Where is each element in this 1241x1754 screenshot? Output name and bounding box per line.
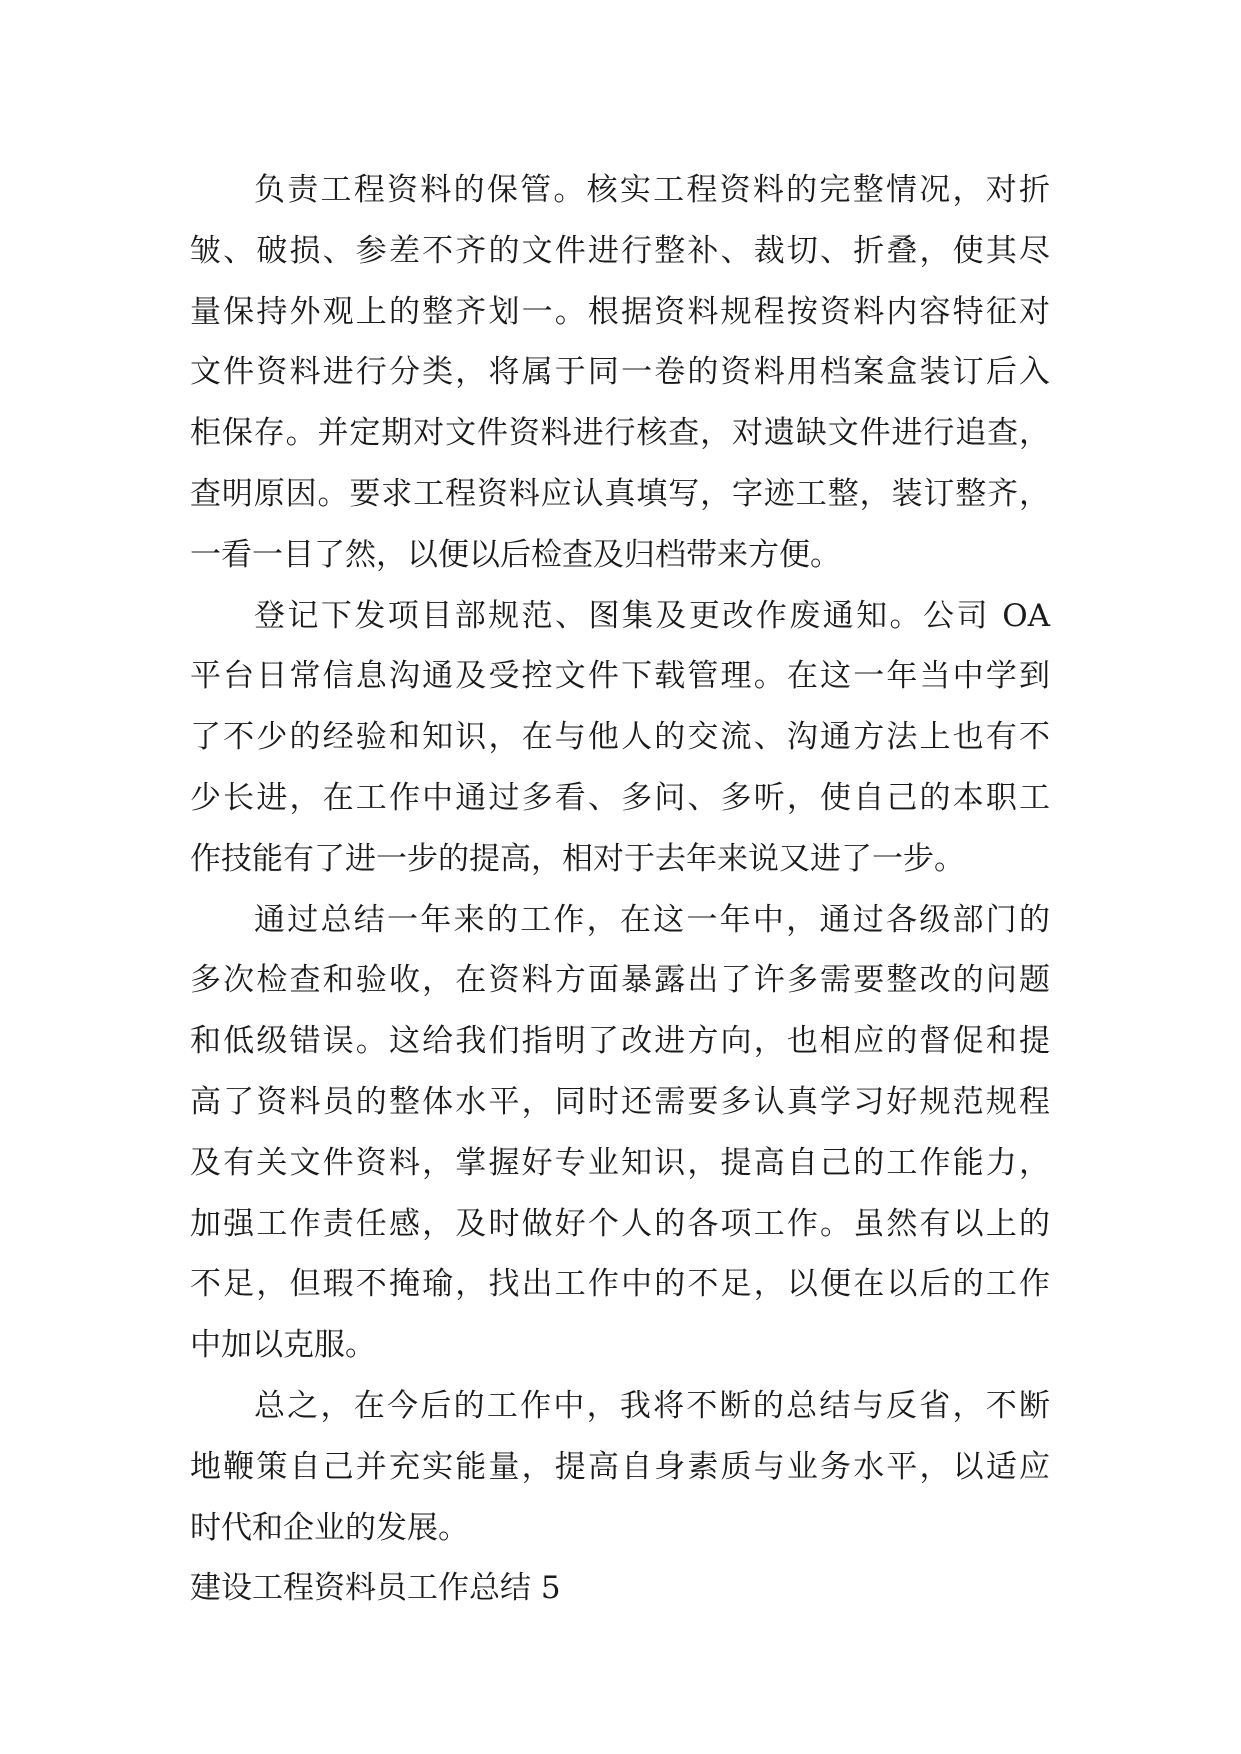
section-heading: 建设工程资料员工作总结 5 bbox=[190, 1570, 561, 1607]
text-line: 量保持外观上的整齐划一。根据资料规程按资料内容特征对 bbox=[190, 293, 1050, 330]
text-line: 地鞭策自己并充实能量，提高自身素质与业务水平，以适应 bbox=[190, 1448, 1050, 1485]
text-line: 总之，在今后的工作中，我将不断的总结与反省，不断 bbox=[254, 1387, 1050, 1424]
paragraph-3 bbox=[190, 890, 1050, 1376]
text-line: 通过总结一年来的工作，在这一年中，通过各级部门的 bbox=[254, 901, 1050, 938]
text-line: 文件资料进行分类，将属于同一卷的资料用档案盒装订后入 bbox=[190, 354, 1050, 391]
text-line: 作技能有了进一步的提高，相对于去年来说又进了一步。 bbox=[190, 840, 965, 877]
text-line: 及有关文件资料，掌握好专业知识，提高自己的工作能力， bbox=[190, 1144, 1050, 1181]
text-line: 皱、破损、参差不齐的文件进行整补、裁切、折叠，使其尽 bbox=[190, 232, 1050, 269]
document-body bbox=[190, 160, 1050, 1619]
text-line: 中加以克服。 bbox=[190, 1327, 376, 1364]
text-line: 了不少的经验和知识，在与他人的交流、沟通方法上也有不 bbox=[190, 719, 1050, 756]
text-line: 一看一目了然，以便以后检查及归档带来方便。 bbox=[190, 536, 841, 573]
text-line: 负责工程资料的保管。核实工程资料的完整情况，对折 bbox=[254, 172, 1050, 208]
text-line: 少长进，在工作中通过多看、多问、多听，使自己的本职工 bbox=[190, 779, 1050, 816]
paragraph-4 bbox=[190, 1376, 1050, 1558]
text-line: 时代和企业的发展。 bbox=[190, 1509, 469, 1546]
paragraph-2 bbox=[190, 586, 1050, 890]
text-line: 查明原因。要求工程资料应认真填写，字迹工整，装订整齐， bbox=[190, 475, 1050, 512]
text-line: 和低级错误。这给我们指明了改进方向，也相应的督促和提 bbox=[190, 1023, 1050, 1060]
paragraph-1 bbox=[190, 160, 1050, 586]
text-line: 登记下发项目部规范、图集及更改作废通知。公司 OA bbox=[254, 597, 1050, 634]
text-line: 高了资料员的整体水平，同时还需要多认真学习好规范规程 bbox=[190, 1083, 1050, 1120]
text-line: 多次检查和验收，在资料方面暴露出了许多需要整改的问题 bbox=[190, 962, 1050, 999]
text-line: 平台日常信息沟通及受控文件下载管理。在这一年当中学到 bbox=[190, 658, 1050, 695]
text-line: 不足，但瑕不掩瑜，找出工作中的不足，以便在以后的工作 bbox=[190, 1266, 1050, 1303]
text-line: 加强工作责任感，及时做好个人的各项工作。虽然有以上的 bbox=[190, 1205, 1050, 1242]
text-line: 柜保存。并定期对文件资料进行核查，对遗缺文件进行追查， bbox=[190, 415, 1050, 452]
